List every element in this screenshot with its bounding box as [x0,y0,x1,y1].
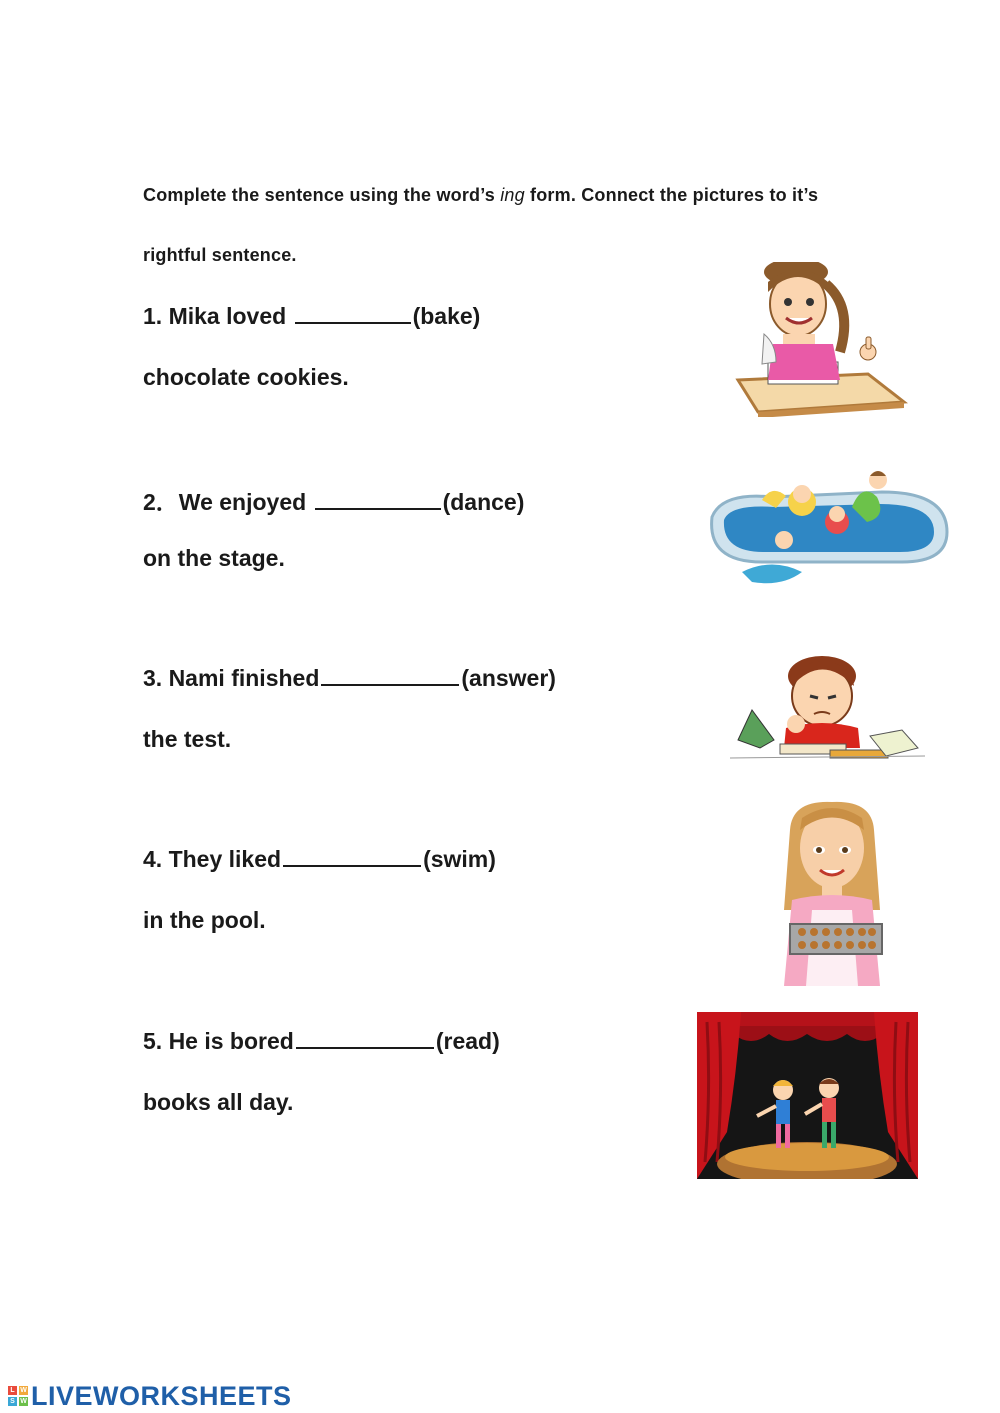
answer-blank-2[interactable] [315,490,441,510]
kids-dancing-on-stage-illustration[interactable] [697,1012,918,1179]
answer-blank-1[interactable] [295,304,411,324]
answer-blank-4[interactable] [283,847,421,867]
question-3-line-2: the test. [143,726,232,752]
question-4: 4. They liked (swim) [143,846,496,872]
question-5: 5. He is bored (read) [143,1028,500,1054]
brand-name: LIVEWORKSHEETS [31,1380,292,1411]
girl-writing-test-illustration[interactable] [728,262,908,417]
instructions-line-1: Complete the sentence using the word’s ing form. Connect the pictures to it’s [143,185,819,205]
answer-blank-3[interactable] [321,666,459,686]
question-4-line-2: in the pool. [143,907,266,933]
logo-blocks-icon: L W S W [8,1386,28,1406]
boy-bored-reading-books-illustration[interactable] [730,648,925,776]
answer-blank-5[interactable] [296,1029,434,1049]
question-1-line-2: chocolate cookies. [143,364,349,390]
liveworksheets-logo [8,1381,292,1411]
question-5-line-2: books all day. [143,1089,294,1115]
kids-swimming-pool-illustration[interactable] [702,462,952,602]
question-1: 1. Mika loved (bake) [143,303,481,329]
question-3: 3. Nami finished (answer) [143,665,556,691]
woman-baking-cookies-illustration[interactable] [762,800,912,986]
question-2-line-2: on the stage. [143,545,285,571]
ing-emphasis: ing [500,185,525,205]
instructions-line-2: rightful sentence. [143,245,297,265]
question-2: 2．We enjoyed (dance) [143,489,525,515]
